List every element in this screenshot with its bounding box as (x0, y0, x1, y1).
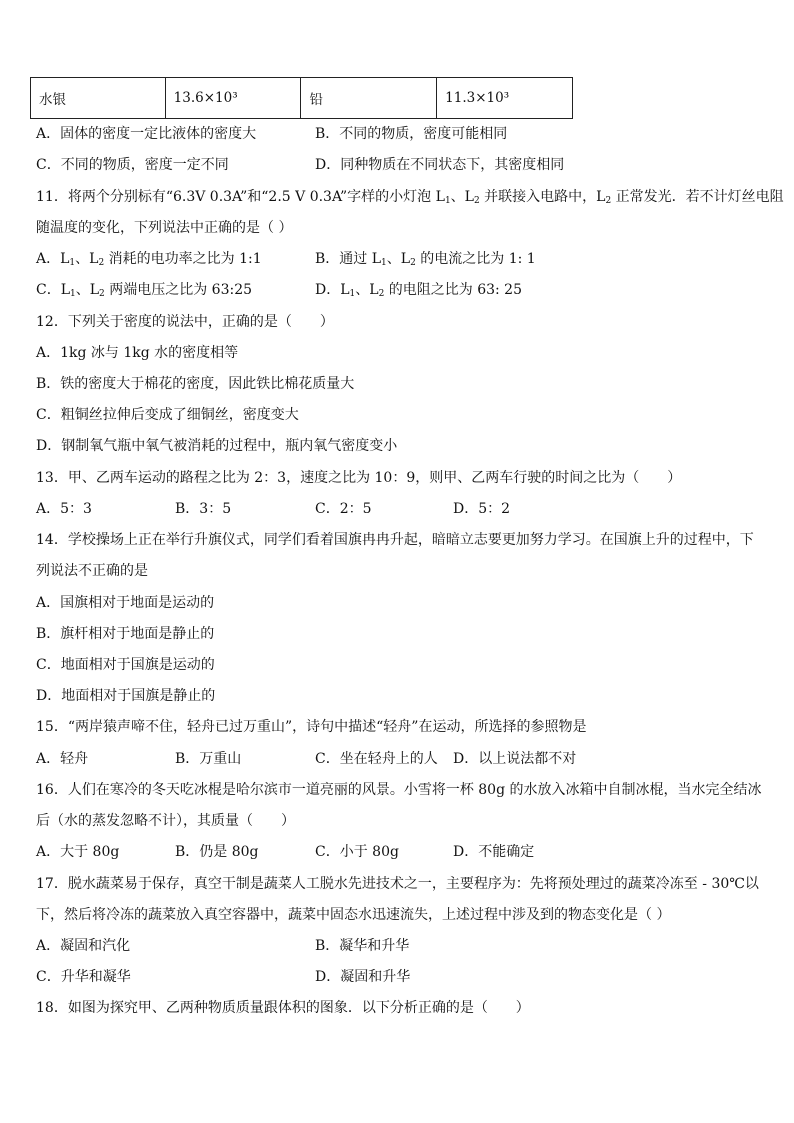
q11-stem-line2: 随温度的变化，下列说法中正确的是（ ） (36, 220, 293, 236)
subscript: 2 (99, 289, 105, 299)
option-text: A．L (36, 251, 70, 267)
option-text: 的电阻之比为 63: 25 (384, 282, 522, 298)
q13-option-b: B．3：5 (175, 501, 232, 517)
q13-option-d: D．5：2 (453, 501, 511, 517)
q12-option-d: D．钢制氧气瓶中氧气被消耗的过程中，瓶内氧气密度变小 (36, 438, 398, 454)
option-text: 、L (355, 282, 379, 298)
option-text: 、L (75, 251, 99, 267)
q17-stem-line1: 17．脱水蔬菜易于保存，真空干制是蔬菜人工脱水先进技术之一，主要程序为：先将预处理过的蔬菜冷冻至 - 30℃以 (36, 876, 759, 892)
subscript: 2 (98, 258, 105, 268)
density-table (30, 77, 573, 119)
option-text: 两端电压之比为 63:25 (104, 282, 253, 298)
q13-stem: 13．甲、乙两车运动的路程之比为 2：3，速度之比为 10：9，则甲、乙两车行驶的时间之比为（ ） (36, 470, 682, 486)
q16-option-c: C．小于 80g (315, 844, 399, 860)
q16-stem-line1: 16．人们在寒冷的冬天吃冰棍是哈尔滨市一道亮丽的风景。小雪将一杯 80g 的水放入冰箱中自制冰棍，当水完全结冰 (36, 782, 762, 798)
q10-option-b: B．不同的物质，密度可能相同 (315, 126, 508, 142)
q16-option-d: D．不能确定 (453, 844, 535, 860)
q12-option-c: C．粗铜丝拉伸后变成了细铜丝，密度变大 (36, 407, 299, 423)
subscript: 2 (605, 196, 612, 206)
q17-stem-line2: 下，然后将冷冻的蔬菜放入真空容器中，蔬菜中固态水迅速流失，上述过程中涉及到的物态变化是（ ） (36, 907, 671, 923)
q12-option-b: B．铁的密度大于棉花的密度，因此铁比棉花质量大 (36, 376, 355, 392)
option-text: B．通过 L (315, 251, 382, 267)
q11-stem-line1 (36, 187, 784, 211)
q13-option-a: A．5：3 (36, 501, 92, 517)
table-cell: 水银 (31, 78, 166, 119)
subscript: 1 (70, 289, 76, 299)
q12-option-a: A．1kg 冰与 1kg 水的密度相等 (36, 345, 239, 361)
subscript: 1 (444, 196, 451, 206)
option-text: 、L (75, 282, 100, 298)
q18-stem: 18．如图为探究甲、乙两种物质质量跟体积的图象．以下分析正确的是（ ） (36, 1000, 530, 1016)
q12-stem: 12．下列关于密度的说法中，正确的是（ ） (36, 314, 334, 330)
q16-stem-line2: 后（水的蒸发忽略不计），其质量（ ） (36, 813, 295, 829)
subscript: 2 (410, 258, 416, 268)
q11-text: 、L (450, 189, 474, 205)
option-text: 消耗的电功率之比为 1:1 (104, 251, 262, 267)
q11-option-b (315, 249, 536, 273)
q17-option-c: C．升华和凝华 (36, 969, 131, 985)
q13-option-c: C．2：5 (315, 501, 372, 517)
option-text: 、L (386, 251, 411, 267)
table-row (31, 78, 573, 119)
subscript: 2 (473, 196, 480, 206)
q10-option-c: C．不同的物质，密度一定不同 (36, 157, 229, 173)
q14-stem-line2: 列说法不正确的是 (36, 563, 148, 579)
q11-text: 11．将两个分别标有“6.3V 0.3A”和“2.5 V 0.3A”字样的小灯泡 L (36, 189, 445, 205)
q14-option-c: C．地面相对于国旗是运动的 (36, 657, 215, 673)
q11-option-d (315, 280, 522, 304)
table-cell: 11.3×10³ (437, 78, 573, 119)
q14-option-b: B．旗杆相对于地面是静止的 (36, 626, 215, 642)
q17-option-b: B．凝华和升华 (315, 938, 410, 954)
option-text: C．L (36, 282, 71, 298)
q15-option-b: B．万重山 (175, 751, 242, 767)
q17-option-d: D．凝固和升华 (315, 969, 411, 985)
table-cell: 13.6×10³ (165, 78, 301, 119)
q15-option-d: D．以上说法都不对 (453, 751, 577, 767)
q14-option-a: A．国旗相对于地面是运动的 (36, 595, 215, 611)
subscript: 1 (349, 289, 356, 299)
q10-option-a: A．固体的密度一定比液体的密度大 (36, 126, 257, 142)
table-cell: 铅 (301, 78, 437, 119)
subscript: 2 (378, 289, 385, 299)
subscript: 1 (69, 258, 76, 268)
q17-option-a: A．凝固和汽化 (36, 938, 131, 954)
q16-option-b: B．仍是 80g (175, 844, 259, 860)
q16-option-a: A．大于 80g (36, 844, 120, 860)
q15-option-c: C．坐在轻舟上的人 (315, 751, 438, 767)
q14-option-d: D．地面相对于国旗是静止的 (36, 688, 216, 704)
option-text: D．L (315, 282, 350, 298)
option-text: 的电流之比为 1: 1 (415, 251, 536, 267)
q11-option-a (36, 249, 262, 273)
q15-option-a: A．轻舟 (36, 751, 89, 767)
q15-stem: 15．“两岸猿声啼不住，轻舟已过万重山”，诗句中描述“轻舟”在运动，所选择的参照物是 (36, 719, 587, 735)
q11-option-c (36, 280, 252, 304)
q10-option-d: D．同种物质在不同状态下，其密度相同 (315, 157, 565, 173)
subscript: 1 (381, 258, 387, 268)
q11-text: 并联接入电路中，L (479, 189, 606, 205)
q11-text: 正常发光．若不计灯丝电阻 (611, 189, 784, 205)
q14-stem-line1: 14．学校操场上正在举行升旗仪式，同学们看着国旗冉冉升起，暗暗立志要更加努力学习。在国旗上升的过程中，下 (36, 532, 754, 548)
